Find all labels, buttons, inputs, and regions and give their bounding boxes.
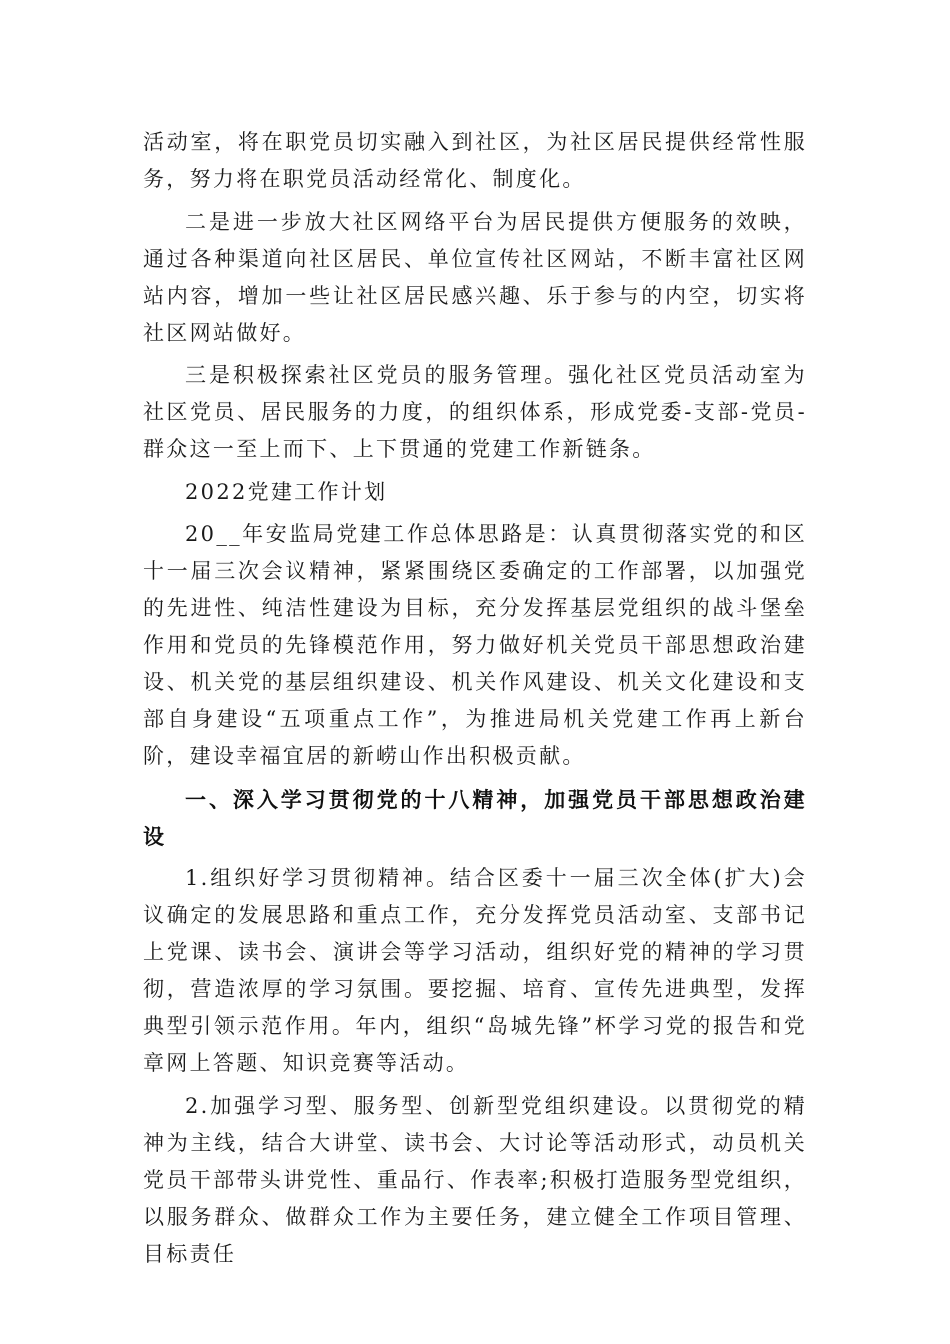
- section-heading-one: 一、深入学习贯彻党的十八精神，加强党员干部思想政治建设: [143, 786, 807, 849]
- paragraph-item-two: 2.加强学习型、服务型、创新型党组织建设。以贯彻党的精神为主线，结合大讲堂、读书会、大讨论等活动形式，动员机关党员干部带头讲党性、重品行、作表率;积极打造服务型党组织，以服务群众、做群众工作为主要任务，建立健全工作项目管理、目标责任: [143, 1093, 807, 1266]
- paragraph-point-two: 二是进一步放大社区网络平台为居民提供方便服务的效映，通过各种渠道向社区居民、单位宣传社区网站，不断丰富社区网站内容，增加一些让社区居民感兴趣、乐于参与的内空，切实将社区网站做好。: [143, 209, 807, 345]
- paragraph-overall-approach: 20__年安监局党建工作总体思路是：认真贯彻落实党的和区十一届三次会议精神，紧紧围绕区委确定的工作部署，以加强党的先进性、纯洁性建设为目标，充分发挥基层党组织的战斗堡垒作用和党员的先锋模范作用，努力做好机关党员干部思想政治建设、机关党的基层组织建设、机关作风建设、机关文化建设和支部自身建设“五项重点工作”，为推进局机关党建工作再上新台阶，建设幸福宜居的新崂山作出积极贡献。: [143, 522, 807, 768]
- paragraph-point-three: 三是积极探索社区党员的服务管理。强化社区党员活动室为社区党员、居民服务的力度，的组织体系，形成党委-支部-党员-群众这一至上而下、上下贯通的党建工作新链条。: [143, 363, 807, 461]
- paragraph-item-one: 1.组织好学习贯彻精神。结合区委十一届三次全体(扩大)会议确定的发展思路和重点工作，充分发挥党员活动室、支部书记上党课、读书会、演讲会等学习活动，组织好党的精神的学习贯彻，营造浓厚的学习氛围。要挖掘、培育、宣传先进典型，发挥典型引领示范作用。年内，组织“岛城先锋”杯学习党的报告和党章网上答题、知识竞赛等活动。: [143, 866, 807, 1075]
- document-body: [143, 124, 807, 1278]
- section-title-plan: 2022党建工作计划: [185, 479, 388, 504]
- paragraph-continuation: 活动室，将在职党员切实融入到社区，为社区居民提供经常性服务，努力将在职党员活动经常化、制度化。: [143, 130, 807, 191]
